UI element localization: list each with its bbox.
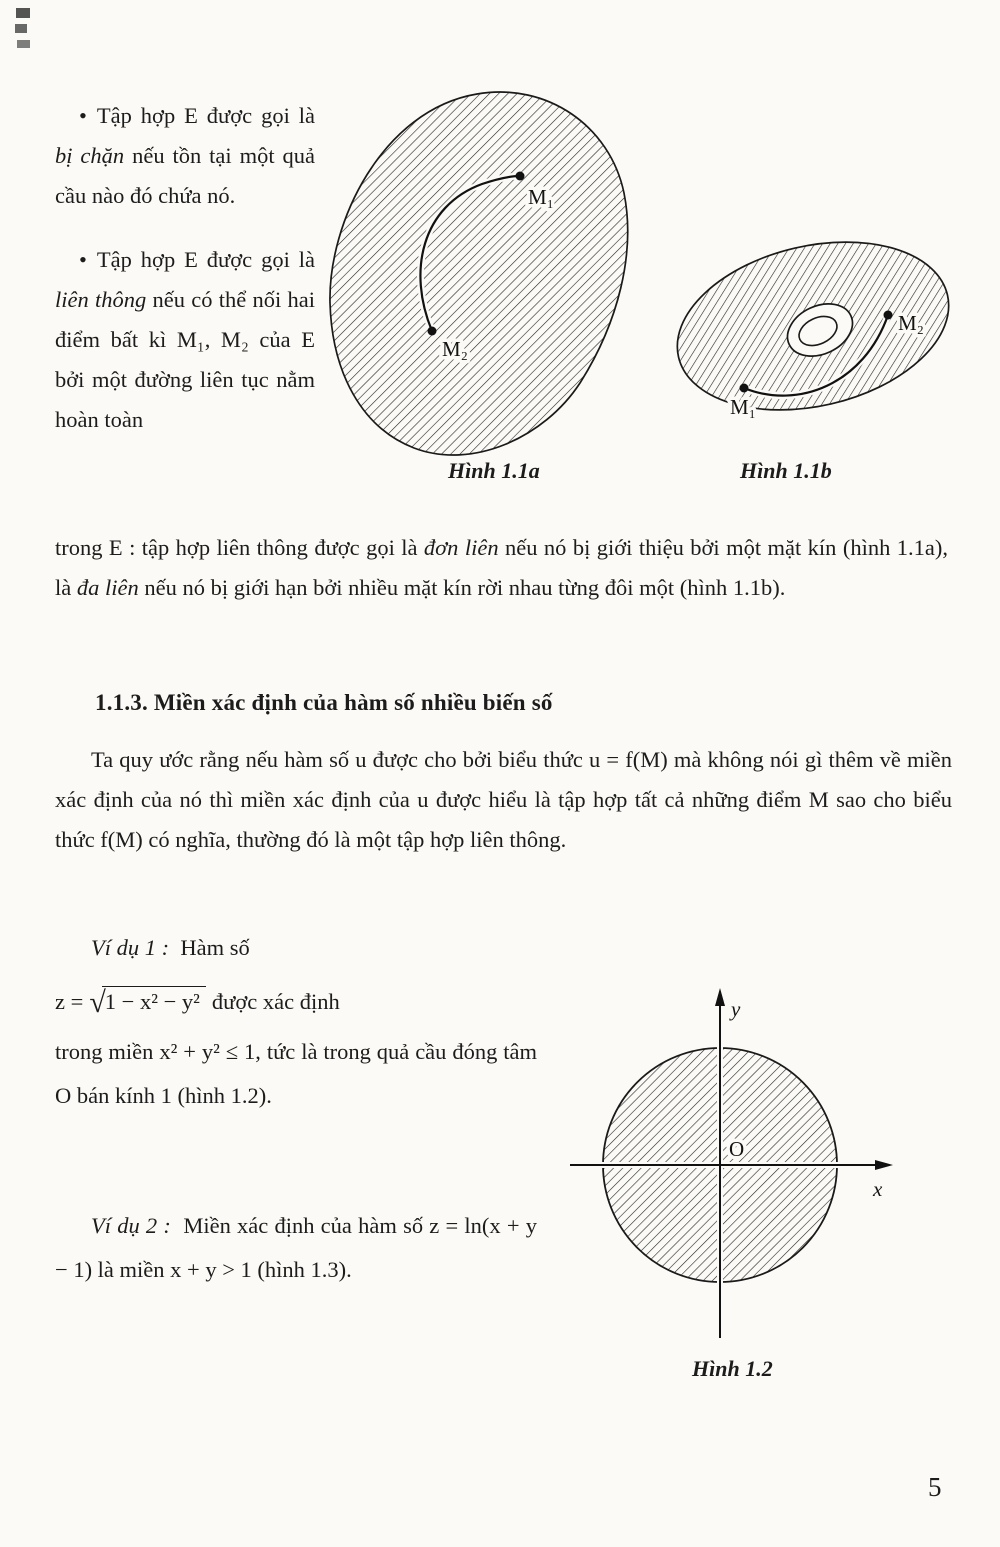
paragraph-connectedness bbox=[55, 528, 948, 608]
x-axis-arrow bbox=[875, 1160, 893, 1170]
bullet-icon: • bbox=[79, 103, 87, 128]
point-m2 bbox=[884, 311, 893, 320]
point-m1 bbox=[516, 172, 525, 181]
label-m2: M₂ bbox=[898, 311, 924, 335]
label-m2: M₂ bbox=[442, 337, 468, 361]
cont-p2: nếu nó bị giới thiệu bởi một mặt kín (hình 1.1a), là bbox=[55, 535, 948, 600]
radicand: 1 − x² − y² bbox=[102, 986, 206, 1015]
figure-caption-1-1a: Hình 1.1a bbox=[448, 458, 540, 483]
bullet-connected-set bbox=[55, 240, 315, 440]
section-heading: 1.1.3. Miền xác định của hàm số nhiều biến số bbox=[95, 690, 553, 715]
formula-tail: được xác định bbox=[211, 989, 340, 1014]
sqrt-expression bbox=[89, 978, 206, 1024]
example1-intro bbox=[55, 926, 537, 970]
scan-artifact bbox=[17, 40, 30, 48]
example2-body-wrap bbox=[55, 1204, 537, 1292]
bullet1-pre: Tập hợp E được gọi là bbox=[96, 103, 315, 128]
section-body: Ta quy ước rằng nếu hàm số u được cho bởi biểu thức u = f(M) mà không nói gì thêm về miền xác định của nó thì miền xác định của u được hiểu là tập hợp tất cả những điểm M sao cho biểu thức f(M) có nghĩa, thường đó là một tập hợp liên thông. bbox=[55, 747, 952, 852]
example1-formula bbox=[55, 978, 537, 1024]
figure-1-2 bbox=[555, 978, 907, 1350]
example-2 bbox=[55, 1204, 537, 1292]
intro-bullets bbox=[55, 96, 315, 440]
bullet2-post: nếu có thể nối hai điểm bất kì M₁, M₂ của E bởi một đường liên tục nằm hoàn toàn bbox=[55, 287, 315, 432]
scan-artifact bbox=[16, 8, 30, 18]
example-1 bbox=[55, 926, 537, 1118]
bullet-bounded-set bbox=[55, 96, 315, 216]
point-m2 bbox=[428, 327, 437, 336]
y-axis-arrow bbox=[715, 988, 725, 1006]
cont-p1: trong E : tập hợp liên thông được gọi là bbox=[55, 535, 424, 560]
blob-region bbox=[330, 92, 628, 455]
bullet1-term: bị chặn bbox=[55, 143, 125, 168]
example2-label: Ví dụ 2 : bbox=[91, 1213, 171, 1238]
origin-label: O bbox=[729, 1137, 745, 1161]
example1-body: trong miền x² + y² ≤ 1, tức là trong quả cầu đóng tâm O bán kính 1 (hình 1.2). bbox=[55, 1039, 537, 1108]
scan-artifact bbox=[15, 24, 27, 33]
cont-term1: đơn liên bbox=[423, 535, 499, 560]
cont-term2: đa liên bbox=[76, 575, 139, 600]
bullet2-pre: Tập hợp E được gọi là bbox=[96, 247, 315, 272]
example1-label: Ví dụ 1 : bbox=[91, 935, 170, 960]
y-axis-label: y bbox=[731, 997, 741, 1021]
x-axis-label: x bbox=[873, 1177, 883, 1201]
figure-1-1a bbox=[322, 86, 644, 474]
point-m1 bbox=[740, 384, 749, 393]
page-number: 5 bbox=[928, 1472, 942, 1502]
example1-intro-text: Hàm số bbox=[180, 935, 250, 960]
example2-body: Miền xác định của hàm số z = ln(x + y − 1) là miền x + y > 1 (hình 1.3). bbox=[55, 1213, 538, 1282]
bullet2-term: liên thông bbox=[55, 287, 147, 312]
radical-sign: √ bbox=[89, 986, 106, 1019]
label-m1: M₁ bbox=[528, 185, 554, 209]
label-m1: M₁ bbox=[730, 395, 756, 419]
cont-p3: nếu nó bị giới hạn bởi nhiều mặt kín rời nhau từng đôi một (hình 1.1b). bbox=[138, 575, 786, 600]
bullet1-post: nếu tồn tại một quả cầu nào đó chứa nó. bbox=[55, 143, 315, 208]
figure-1-1b bbox=[668, 218, 970, 440]
figure-caption-1-1b: Hình 1.1b bbox=[740, 458, 832, 483]
figure-caption-1-2: Hình 1.2 bbox=[692, 1356, 773, 1381]
formula-lhs: z = bbox=[55, 989, 84, 1014]
bullet-icon: • bbox=[79, 247, 87, 272]
